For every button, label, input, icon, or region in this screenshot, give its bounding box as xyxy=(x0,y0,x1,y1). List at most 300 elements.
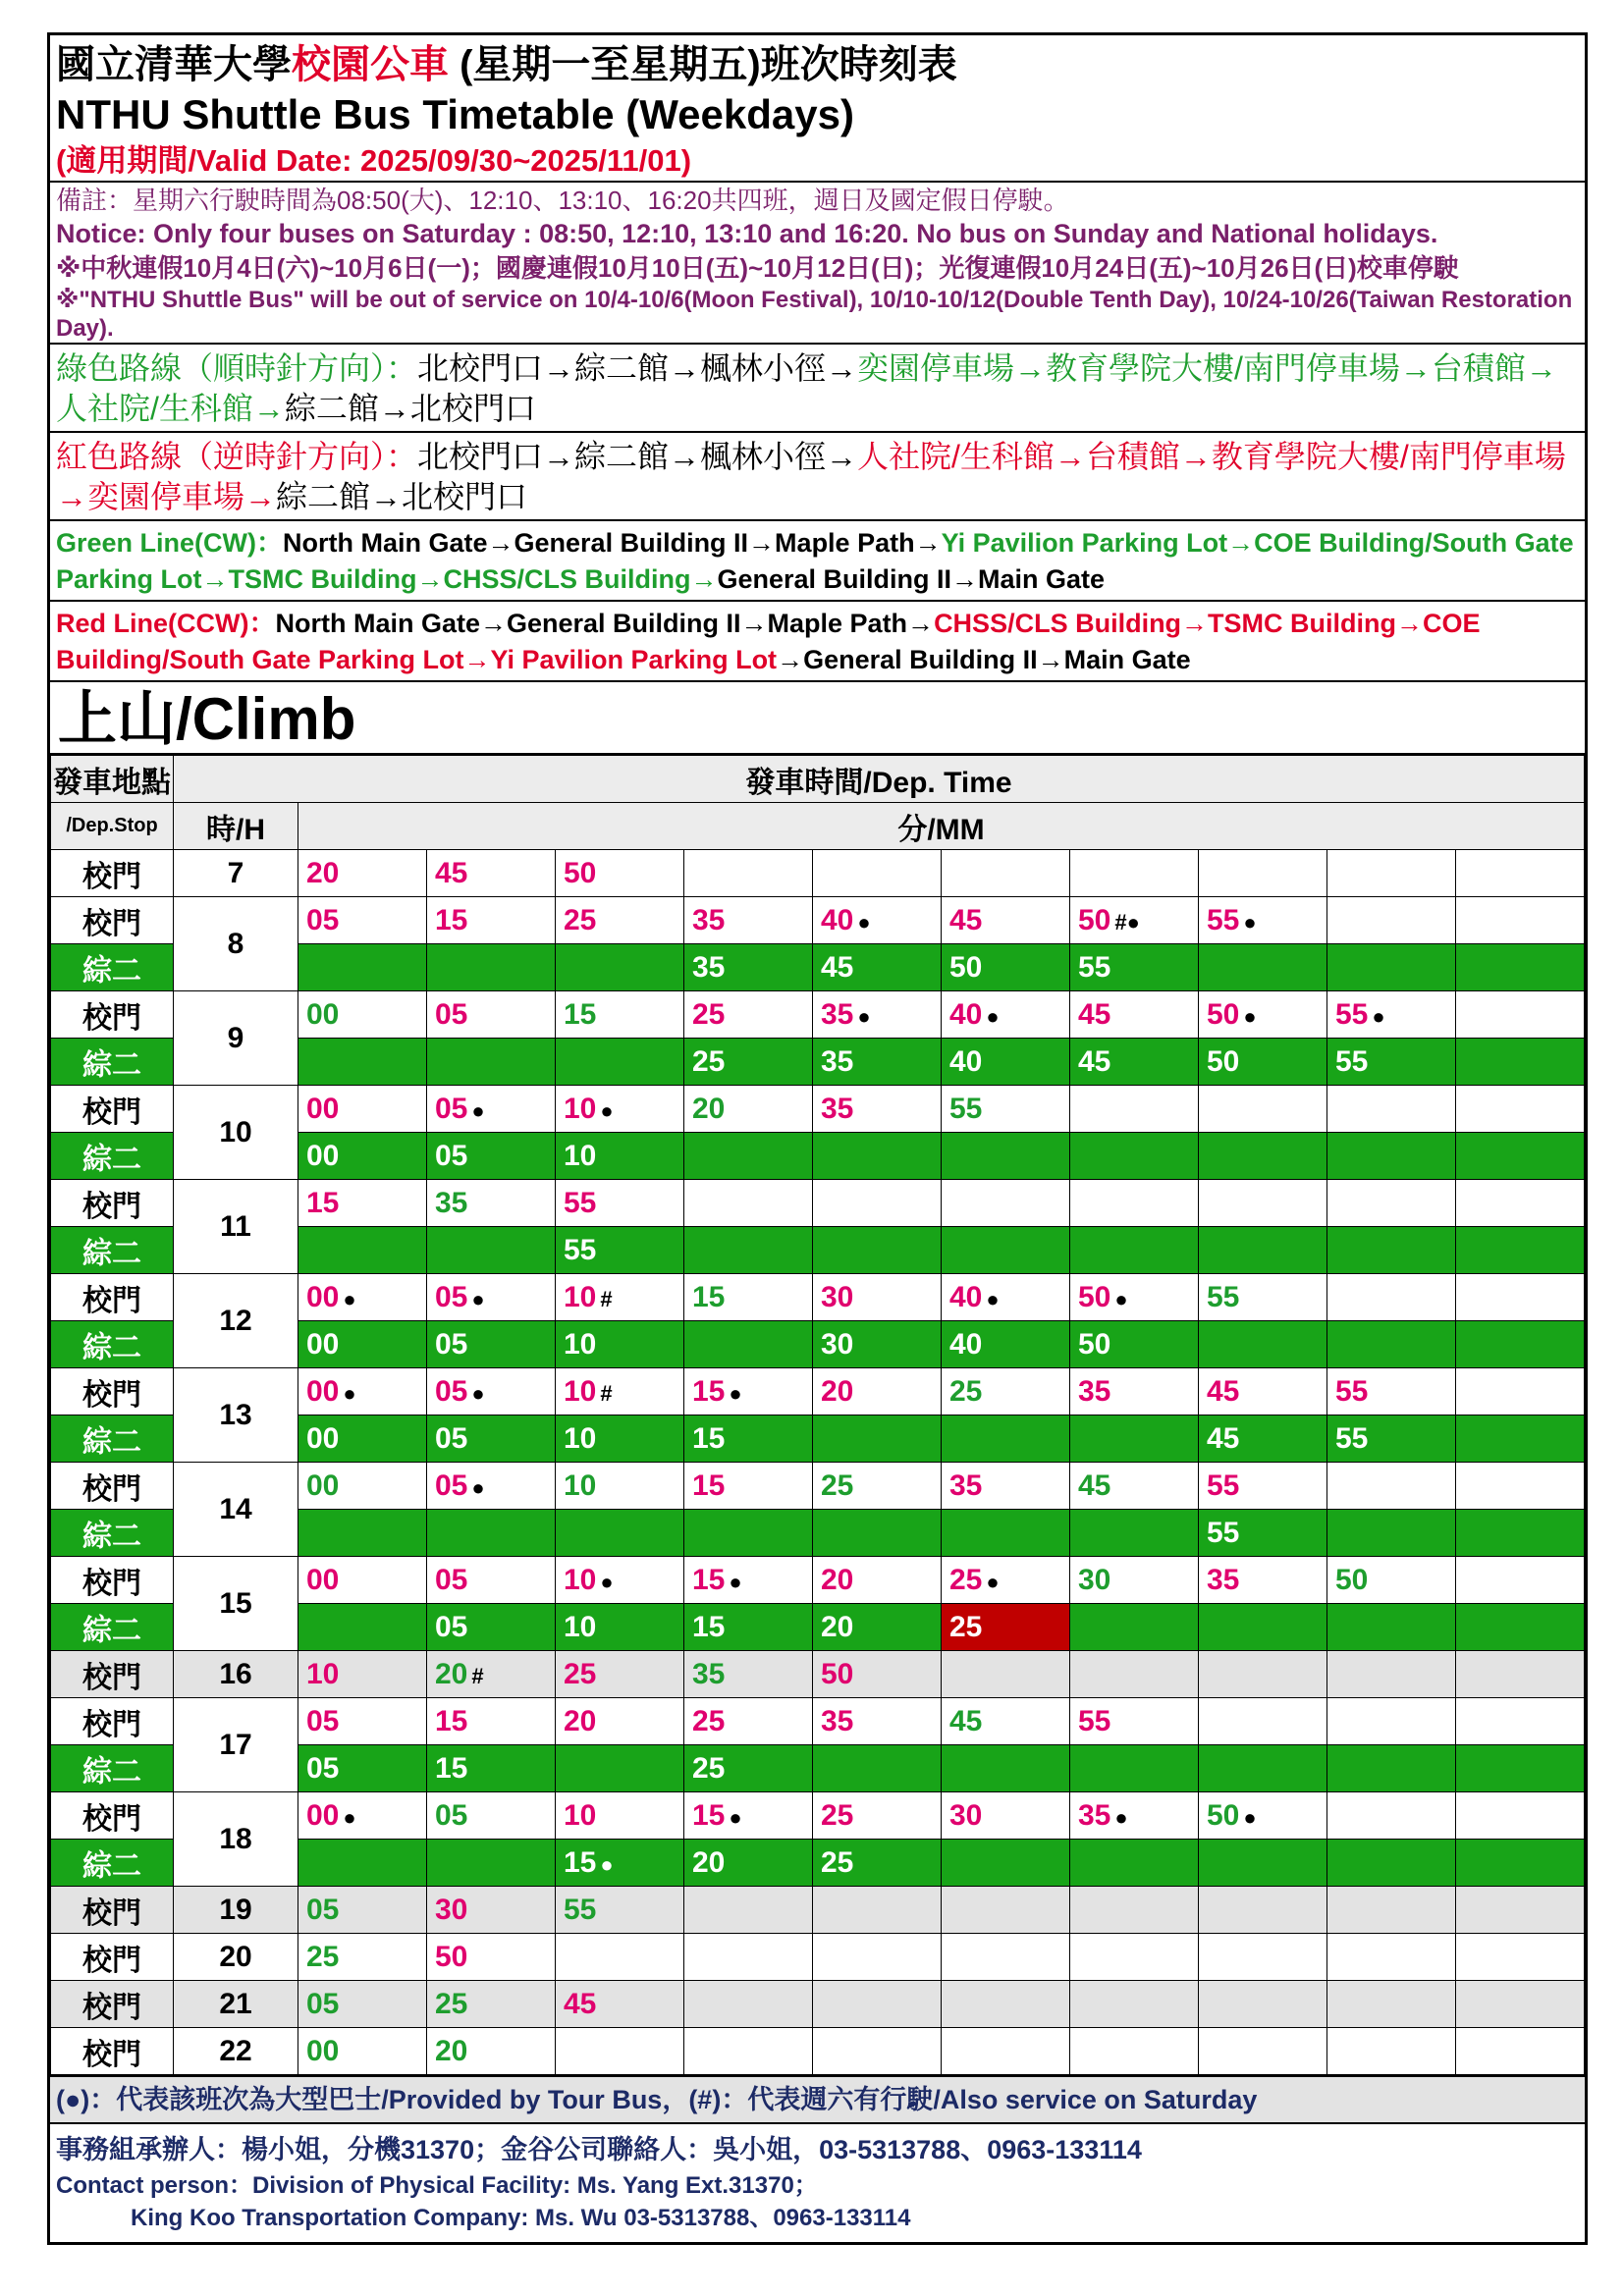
stop-cell: 校門 xyxy=(51,1086,174,1133)
minute-cell xyxy=(942,1604,1070,1651)
minute-cell xyxy=(942,1698,1070,1745)
minute-cell xyxy=(813,1604,942,1651)
minute-cell xyxy=(1070,1510,1199,1557)
minute-value: 10 xyxy=(564,1139,597,1172)
tour-bus-mark: ● xyxy=(857,1003,871,1029)
minute-cell xyxy=(1456,1745,1585,1792)
minute-cell xyxy=(1327,1887,1456,1934)
minute-cell xyxy=(1327,1651,1456,1698)
timetable-row xyxy=(51,1180,1585,1227)
minute-value: 10 xyxy=(564,1280,597,1313)
route-green-zh xyxy=(50,345,1585,433)
table-header-row-1 xyxy=(51,756,1585,803)
minute-value: 05 xyxy=(435,1468,468,1502)
minute-cell xyxy=(1199,1792,1327,1840)
route-segment: 綜二館→北校門口 xyxy=(276,479,528,514)
minute-cell xyxy=(427,1840,556,1887)
minute-value: 00 xyxy=(306,1280,340,1313)
minute-value: 35 xyxy=(435,1186,468,1219)
title-zh xyxy=(56,41,1581,88)
minute-cell xyxy=(556,897,684,944)
minute-cell xyxy=(1327,1321,1456,1368)
minute-cell xyxy=(298,1510,427,1557)
minute-value: 55 xyxy=(1335,1421,1369,1455)
minute-cell xyxy=(556,1557,684,1604)
minute-cell xyxy=(427,1039,556,1086)
title-zh-suffix: (星期一至星期五)班次時刻表 xyxy=(449,43,957,86)
minute-cell xyxy=(813,1180,942,1227)
minute-cell xyxy=(684,1227,813,1274)
minute-cell xyxy=(556,1227,684,1274)
minute-cell xyxy=(684,1039,813,1086)
minute-cell xyxy=(813,1274,942,1321)
minute-value: 55 xyxy=(564,1233,597,1266)
time-header: 發車時間/Dep. Time xyxy=(174,756,1585,803)
notice-holiday-zh: ※中秋連假10月4日(六)~10月6日(一)；國慶連假10月10日(五)~10月12日(日)；光復連假10月24日(五)~10月26日(日)校車停駛 xyxy=(56,253,1459,283)
minute-value: 35 xyxy=(692,1657,726,1690)
minute-cell xyxy=(1070,1557,1199,1604)
minute-cell xyxy=(684,1368,813,1415)
minute-value: 05 xyxy=(435,1327,468,1361)
minute-cell xyxy=(1456,1651,1585,1698)
minute-value: 30 xyxy=(1078,1563,1111,1596)
minute-cell xyxy=(1070,1840,1199,1887)
minute-cell xyxy=(1199,1840,1327,1887)
minute-value: 25 xyxy=(306,1940,340,1973)
minute-value: 50 xyxy=(949,950,983,984)
minute-cell xyxy=(813,1039,942,1086)
stop-cell: 綜二 xyxy=(51,1415,174,1463)
route-segment: Green Line(CW)： xyxy=(56,528,284,558)
timetable-row xyxy=(51,1086,1585,1133)
minute-value: 40 xyxy=(949,1044,983,1078)
minute-cell xyxy=(1456,1039,1585,1086)
minute-value: 50 xyxy=(1078,903,1111,936)
minute-value: 25 xyxy=(435,1987,468,2020)
notice-holiday-en: ※"NTHU Shuttle Bus" will be out of service on 10/4-10/6(Moon Festival), 10/10-10/12(Double Tenth Day), 10/24-10/26(Taiwan Restoration Day). xyxy=(56,287,1573,342)
minute-cell xyxy=(1070,1745,1199,1792)
minute-cell xyxy=(1456,897,1585,944)
minute-value: 55 xyxy=(1207,903,1240,936)
hour-cell: 10 xyxy=(174,1086,298,1180)
minute-cell xyxy=(684,1745,813,1792)
minute-cell xyxy=(1456,1510,1585,1557)
minute-value: 15 xyxy=(692,1374,726,1408)
minute-cell xyxy=(1456,1086,1585,1133)
minute-value: 45 xyxy=(1078,1044,1111,1078)
minute-cell xyxy=(1199,1368,1327,1415)
minute-cell xyxy=(1456,1368,1585,1415)
tour-bus-mark: ● xyxy=(729,1380,742,1406)
minute-cell xyxy=(1456,1557,1585,1604)
minute-cell xyxy=(942,1840,1070,1887)
minute-value: 50 xyxy=(1078,1327,1111,1361)
minute-cell xyxy=(427,1510,556,1557)
minute-cell xyxy=(427,2028,556,2075)
minute-cell xyxy=(298,944,427,991)
minute-cell xyxy=(1199,1133,1327,1180)
minute-cell xyxy=(427,1981,556,2028)
stop-cell: 校門 xyxy=(51,2028,174,2075)
hour-cell: 8 xyxy=(174,897,298,991)
minute-value: 35 xyxy=(1078,1798,1111,1832)
minute-value: 20 xyxy=(564,1704,597,1737)
minute-cell xyxy=(298,1792,427,1840)
minute-cell xyxy=(556,2028,684,2075)
minute-value: 05 xyxy=(435,1092,468,1125)
minute-cell xyxy=(684,1840,813,1887)
notices xyxy=(50,183,1585,345)
tour-bus-mark: ● xyxy=(1114,1804,1128,1830)
minute-cell xyxy=(298,1180,427,1227)
stop-cell: 校門 xyxy=(51,1463,174,1510)
hour-cell: 7 xyxy=(174,850,298,897)
timetable-row xyxy=(51,1557,1585,1604)
minute-cell xyxy=(684,991,813,1039)
minute-cell xyxy=(813,1086,942,1133)
minute-cell xyxy=(684,1981,813,2028)
minute-cell xyxy=(298,1887,427,1934)
minute-cell xyxy=(1199,2028,1327,2075)
minute-cell xyxy=(556,1086,684,1133)
minute-cell xyxy=(942,1180,1070,1227)
minute-cell xyxy=(1070,1463,1199,1510)
minute-cell xyxy=(942,1887,1070,1934)
minute-cell xyxy=(942,1227,1070,1274)
tour-bus-mark: ● xyxy=(471,1380,485,1406)
tour-bus-mark: ● xyxy=(600,1851,614,1877)
timetable-row xyxy=(51,1792,1585,1840)
timetable-row xyxy=(51,1887,1585,1934)
minute-cell xyxy=(1327,1557,1456,1604)
minute-cell xyxy=(1456,1792,1585,1840)
saturday-mark: # xyxy=(600,1380,613,1406)
hour-cell: 15 xyxy=(174,1557,298,1651)
minute-value: 15 xyxy=(564,997,597,1031)
minute-value: 20 xyxy=(821,1563,854,1596)
timetable-row xyxy=(51,991,1585,1039)
minute-cell xyxy=(1327,1745,1456,1792)
tour-bus-mark: ● xyxy=(1114,1286,1128,1311)
minute-value: 00 xyxy=(306,1374,340,1408)
minute-cell xyxy=(1070,1981,1199,2028)
minute-cell xyxy=(942,1463,1070,1510)
minute-cell xyxy=(1327,1415,1456,1463)
minute-cell xyxy=(684,1180,813,1227)
minute-value: 20 xyxy=(692,1092,726,1125)
route-segment: 北校門口→綜二館→楓林小徑→ xyxy=(417,439,858,474)
minute-cell xyxy=(1199,1321,1327,1368)
minute-value: 45 xyxy=(1207,1421,1240,1455)
minute-cell xyxy=(813,1981,942,2028)
minute-value: 25 xyxy=(692,1044,726,1078)
minute-cell xyxy=(813,1698,942,1745)
minute-value: 55 xyxy=(1207,1516,1240,1549)
minute-cell xyxy=(1070,850,1199,897)
minute-cell xyxy=(684,1934,813,1981)
minute-cell xyxy=(1456,1887,1585,1934)
minute-value: 05 xyxy=(306,1704,340,1737)
minute-cell xyxy=(427,1274,556,1321)
minute-cell xyxy=(298,897,427,944)
minute-cell xyxy=(427,1321,556,1368)
minute-cell xyxy=(298,1133,427,1180)
minute-cell xyxy=(556,1651,684,1698)
tour-bus-mark: ● xyxy=(986,1003,1000,1029)
minute-cell xyxy=(1199,1510,1327,1557)
minute-value: 45 xyxy=(435,856,468,889)
minute-cell xyxy=(298,1227,427,1274)
timetable-row xyxy=(51,2028,1585,2075)
minute-cell xyxy=(942,1321,1070,1368)
minute-cell xyxy=(1199,1934,1327,1981)
minute-cell xyxy=(1070,1227,1199,1274)
timetable-row xyxy=(51,1274,1585,1321)
minute-cell xyxy=(1199,850,1327,897)
minute-value: 55 xyxy=(1335,1044,1369,1078)
minute-value: 35 xyxy=(949,1468,983,1502)
minute-cell xyxy=(1199,1651,1327,1698)
tour-bus-mark: ● xyxy=(1243,1003,1257,1029)
minute-cell xyxy=(813,991,942,1039)
minute-cell xyxy=(427,1934,556,1981)
minute-cell xyxy=(1327,2028,1456,2075)
minute-cell xyxy=(1327,1133,1456,1180)
minute-cell xyxy=(942,897,1070,944)
timetable-row xyxy=(51,850,1585,897)
minute-cell xyxy=(813,1368,942,1415)
minute-cell xyxy=(556,991,684,1039)
minute-value: 00 xyxy=(306,1327,340,1361)
minute-cell xyxy=(427,1463,556,1510)
minute-value: 10 xyxy=(564,1327,597,1361)
route-segment: Red Line(CCW)： xyxy=(56,609,276,638)
minute-value: 05 xyxy=(435,997,468,1031)
minute-value: 55 xyxy=(1335,997,1369,1031)
minute-value: 00 xyxy=(306,1798,340,1832)
minute-cell xyxy=(1327,897,1456,944)
minute-value: 05 xyxy=(435,1374,468,1408)
minute-cell xyxy=(942,2028,1070,2075)
tour-bus-mark: ● xyxy=(343,1380,356,1406)
minute-cell xyxy=(427,1792,556,1840)
minute-cell xyxy=(813,1651,942,1698)
minute-cell xyxy=(942,1510,1070,1557)
minute-value: 45 xyxy=(1078,1468,1111,1502)
minute-cell xyxy=(684,1651,813,1698)
minute-cell xyxy=(684,1274,813,1321)
saturday-mark: # xyxy=(600,1286,613,1311)
timetable-row xyxy=(51,1368,1585,1415)
minute-cell xyxy=(1327,1840,1456,1887)
minute-cell xyxy=(942,1274,1070,1321)
minute-value: 05 xyxy=(435,1563,468,1596)
tour-bus-mark: ● xyxy=(729,1569,742,1594)
minute-value: 30 xyxy=(949,1798,983,1832)
minute-cell xyxy=(1327,1792,1456,1840)
minute-cell xyxy=(1199,897,1327,944)
minute-cell xyxy=(942,1557,1070,1604)
minute-cell xyxy=(684,1463,813,1510)
stop-header-2: /Dep.Stop xyxy=(51,803,174,850)
contact-en-2: King Koo Transportation Company: Ms. Wu 03-5313788、0963-133114 xyxy=(131,2205,911,2231)
section-title: 上山/Climb xyxy=(50,682,1585,755)
hour-cell: 20 xyxy=(174,1934,298,1981)
route-segment: 綜二館→北校門口 xyxy=(284,391,536,426)
minute-value: 05 xyxy=(435,1610,468,1643)
minute-value: 00 xyxy=(306,2034,340,2067)
minute-cell xyxy=(942,1981,1070,2028)
minute-cell xyxy=(942,1368,1070,1415)
minute-cell xyxy=(813,1463,942,1510)
minute-cell xyxy=(298,1934,427,1981)
minute-value: 15 xyxy=(692,1798,726,1832)
route-segment: CHSS/CLS Building→TSMC Building→COE Building/South Gate Parking Lot→Yi Pavilion Parking Lot xyxy=(56,609,1481,674)
minute-cell xyxy=(813,1557,942,1604)
minute-cell xyxy=(1070,1321,1199,1368)
minute-cell xyxy=(556,1840,684,1887)
minute-cell xyxy=(1456,991,1585,1039)
minute-value: 25 xyxy=(821,1798,854,1832)
minute-cell xyxy=(942,944,1070,991)
minute-cell xyxy=(298,1840,427,1887)
minute-cell xyxy=(684,944,813,991)
route-segment: 人社院/生科館→台積館→教育學院大樓/南門停車場→奕園停車場→ xyxy=(56,439,1566,514)
minute-cell xyxy=(1070,1651,1199,1698)
minute-cell xyxy=(1327,1981,1456,2028)
minute-cell xyxy=(1070,897,1199,944)
tour-bus-mark: ● xyxy=(729,1804,742,1830)
minute-cell xyxy=(1070,1039,1199,1086)
hour-cell: 17 xyxy=(174,1698,298,1792)
minute-value: 15 xyxy=(564,1845,597,1879)
hour-cell: 18 xyxy=(174,1792,298,1887)
minute-cell xyxy=(1070,1698,1199,1745)
minute-cell xyxy=(1070,1086,1199,1133)
minute-cell xyxy=(298,1368,427,1415)
minute-value: 00 xyxy=(306,997,340,1031)
minute-cell xyxy=(1199,991,1327,1039)
minute-cell xyxy=(813,2028,942,2075)
minute-cell xyxy=(1327,850,1456,897)
stop-cell: 校門 xyxy=(51,850,174,897)
minute-value: 30 xyxy=(821,1327,854,1361)
minute-value: 20 xyxy=(692,1845,726,1879)
minute-cell xyxy=(556,850,684,897)
minute-cell xyxy=(942,850,1070,897)
stop-cell: 校門 xyxy=(51,1887,174,1934)
minute-value: 25 xyxy=(564,1657,597,1690)
minute-cell xyxy=(298,1274,427,1321)
minute-cell xyxy=(1070,1415,1199,1463)
minute-value: 25 xyxy=(564,903,597,936)
minute-cell xyxy=(1199,1086,1327,1133)
minute-cell xyxy=(684,1510,813,1557)
minute-cell xyxy=(684,1698,813,1745)
minute-value: 35 xyxy=(1207,1563,1240,1596)
minute-value: 05 xyxy=(306,903,340,936)
minute-cell xyxy=(298,1557,427,1604)
minute-cell xyxy=(427,991,556,1039)
minute-cell xyxy=(427,1227,556,1274)
minute-cell xyxy=(298,1086,427,1133)
minute-cell xyxy=(1199,1180,1327,1227)
minute-cell xyxy=(298,1321,427,1368)
minute-value: 35 xyxy=(821,997,854,1031)
minute-value: 50 xyxy=(1207,997,1240,1031)
minute-value: 15 xyxy=(435,1704,468,1737)
minute-cell xyxy=(1456,1274,1585,1321)
minute-value: 55 xyxy=(1335,1374,1369,1408)
minute-cell xyxy=(556,1510,684,1557)
minute-cell xyxy=(813,1415,942,1463)
saturday-mark: #● xyxy=(1114,909,1140,934)
minute-cell xyxy=(298,991,427,1039)
minute-cell xyxy=(942,1415,1070,1463)
minute-cell xyxy=(1456,1415,1585,1463)
minute-cell xyxy=(684,1792,813,1840)
minute-cell xyxy=(1456,1321,1585,1368)
minute-value: 45 xyxy=(1207,1374,1240,1408)
title-zh-prefix: 國立清華大學 xyxy=(56,43,292,86)
minute-cell xyxy=(813,1510,942,1557)
timetable-row xyxy=(51,1651,1585,1698)
minute-cell xyxy=(298,1745,427,1792)
minute-cell xyxy=(556,1981,684,2028)
minute-value: 50 xyxy=(1207,1798,1240,1832)
minute-cell xyxy=(813,1934,942,1981)
legend: (●)：代表該班次為大型巴士/Provided by Tour Bus，(#)：代表週六有行駛/Also service on Saturday xyxy=(50,2075,1585,2124)
minute-value: 15 xyxy=(692,1421,726,1455)
stop-cell: 校門 xyxy=(51,1368,174,1415)
minute-cell xyxy=(1070,1604,1199,1651)
minute-cell xyxy=(1327,1180,1456,1227)
stop-cell: 校門 xyxy=(51,1651,174,1698)
minute-cell xyxy=(1327,1039,1456,1086)
timetable-row xyxy=(51,1934,1585,1981)
minute-cell xyxy=(298,850,427,897)
minute-cell xyxy=(1199,1415,1327,1463)
timetable-row xyxy=(51,1698,1585,1745)
minute-value: 20 xyxy=(821,1374,854,1408)
minute-cell xyxy=(1070,1934,1199,1981)
stop-cell: 校門 xyxy=(51,991,174,1039)
timetable-row xyxy=(51,1981,1585,2028)
minute-value: 05 xyxy=(306,1751,340,1785)
minute-value: 45 xyxy=(949,1704,983,1737)
minute-value: 25 xyxy=(821,1468,854,1502)
minute-value: 10 xyxy=(564,1468,597,1502)
minute-cell xyxy=(427,897,556,944)
minute-cell xyxy=(298,1698,427,1745)
minute-value: 35 xyxy=(692,903,726,936)
minute-value: 15 xyxy=(692,1610,726,1643)
minute-cell xyxy=(1456,1133,1585,1180)
minute-value: 00 xyxy=(306,1139,340,1172)
minute-cell xyxy=(684,1321,813,1368)
tour-bus-mark: ● xyxy=(986,1569,1000,1594)
minute-cell xyxy=(813,1133,942,1180)
minute-value: 00 xyxy=(306,1421,340,1455)
minute-cell xyxy=(1070,1887,1199,1934)
timetable-row xyxy=(51,1463,1585,1510)
minute-value: 55 xyxy=(1078,1704,1111,1737)
minute-cell xyxy=(1070,1792,1199,1840)
minute-cell xyxy=(427,1604,556,1651)
minute-cell xyxy=(427,1651,556,1698)
notice-saturday-en: Notice: Only four buses on Saturday : 08:50, 12:10, 13:10 and 16:20. No bus on Sunday and National holidays. xyxy=(56,219,1438,248)
minute-value: 15 xyxy=(435,903,468,936)
